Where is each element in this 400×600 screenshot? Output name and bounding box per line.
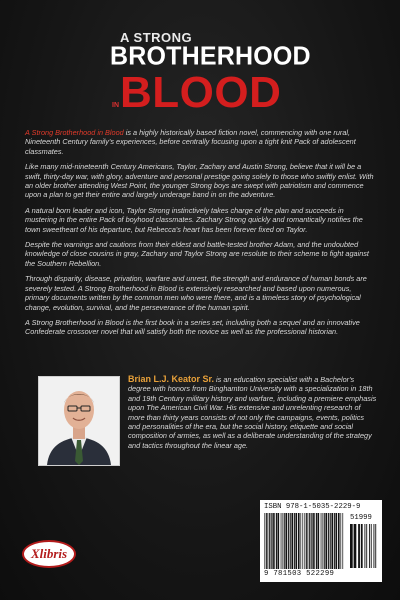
price-barcode-image [350,524,378,568]
title-connector: IN [112,102,119,109]
author-name: Brian L.J. Keator Sr. [128,374,215,384]
synopsis-book-title: A Strong Brotherhood in Blood [25,128,124,137]
author-bio [128,375,378,450]
title-line-1: A STRONG [120,30,193,45]
synopsis-paragraph: A natural born leader and icon, Taylor Strong instinctively takes charge of the plan and succeeds in mustering in the entire Pack of boyhood classmates. Zachary Strong quickly and romantically notifies the town sweetheart of his departure, but Rebecca's heart has been forever fixed on Taylor. [25,205,363,234]
ean-barcode-image [264,513,344,569]
barcode-panel [260,500,382,582]
synopsis-paragraph: Through disparity, disease, privation, warfare and unrest, the strength and endurance of human bonds are severely tested. A Strong Brotherhood in Blood is extensively researched and based upon numerous, primary documents written by the common men who were there, and is a timeless story of psychological change, evolution, survival, and the perseverance of the human spirit. [25,274,367,312]
synopsis-paragraph [25,128,377,156]
synopsis-text: is a highly historically based fiction novel, commencing with one rural, Nineteenth Century family's experiences, before centrally focusing upon a tight knit Pack of adolescent classmates. [25,128,356,156]
price-code: 51999 [350,514,372,522]
synopsis [25,128,377,343]
synopsis-paragraph: A Strong Brotherhood in Blood is the first book in a series set, including both a sequel and an innovative Confederate crossover novel that will satisfy both the novice as well as the professional historian. [25,317,360,337]
synopsis-paragraph: Like many mid-nineteenth Century Americans, Taylor, Zachary and Austin Strong, believe that it will be a swift, thirty-day war, with glory, adventure and personal prestige going solely to those who swiftly enlist. With an older brother attending West Point, the younger Strong boys are swept with patriotism and commence upon a plan to get their entire and largely underage band in on the adventure. [25,162,374,200]
publisher-logo [22,540,76,568]
author-portrait-image [39,377,119,465]
title-line-2: BROTHERHOOD [110,41,311,71]
synopsis-paragraph: Despite the warnings and cautions from their eldest and battle-tested brother Adam, and the undoubted knowledge of close cousins in gray, Zachary and Taylor Strong are resolute to their scheme to fight against the Southern Rebellion. [25,240,369,268]
author-bio-text: is an education specialist with a Bachelor's degree with honors from Binghamton University with a specialization in 18th and 19th Century military history and warfare, including a premiere emphasis upon The American Civil War. His extensive and unrelenting research of more than thirty years consists of not only the campaigns, events, politics and personalities of the era, but the social history, etiquette and social composition of armies, as well as a deliberate understanding of the strategy and tactics throughout the linear age. [128,375,377,450]
ean-number: 9 781503 522299 [264,570,335,578]
isbn-label: ISBN 978-1-5035-2229-9 [264,503,361,511]
title-line-3: BLOOD [120,68,282,117]
publisher-logo-text: Xlibris [30,546,68,561]
author-photo [38,376,120,466]
